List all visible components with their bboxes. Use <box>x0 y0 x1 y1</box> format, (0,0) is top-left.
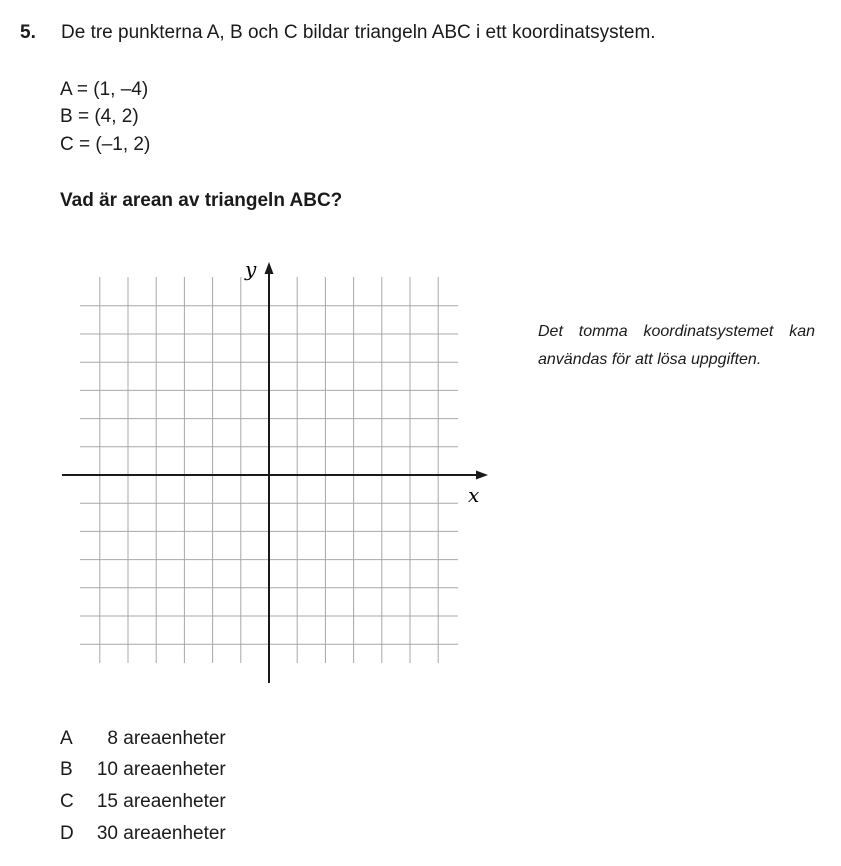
helper-note-line1: Det tomma koordinatsystemet kan <box>538 323 815 340</box>
point-a: A = (1, –4) <box>60 79 149 100</box>
point-b: B = (4, 2) <box>60 106 139 127</box>
option-d-text[interactable] <box>88 823 268 845</box>
option-b-unit: areaenheter <box>123 759 226 780</box>
helper-note-line2: användas för att lösa uppgiften. <box>538 351 762 368</box>
option-c-letter[interactable]: C <box>60 791 74 812</box>
option-d-value: 30 <box>96 823 118 844</box>
helper-note <box>538 318 815 374</box>
x-axis-arrow <box>476 471 488 480</box>
option-b-text[interactable] <box>88 759 268 781</box>
option-d-letter[interactable]: D <box>60 823 74 844</box>
y-axis-arrow <box>265 262 274 274</box>
option-c-unit: areaenheter <box>123 791 226 812</box>
option-a-letter[interactable]: A <box>60 728 73 749</box>
option-b-value: 10 <box>96 759 118 780</box>
option-c-text[interactable] <box>88 791 268 813</box>
option-c-value: 15 <box>96 791 118 812</box>
question-number: 5. <box>20 22 36 43</box>
question-text: De tre punkterna A, B och C bildar triangeln ABC i ett koordinatsystem. <box>61 22 656 43</box>
option-d-unit: areaenheter <box>123 823 226 844</box>
x-axis-label: x <box>468 483 480 507</box>
option-a-unit: areaenheter <box>123 728 226 749</box>
option-b-letter[interactable]: B <box>60 759 73 780</box>
question-ask: Vad är arean av triangeln ABC? <box>60 190 343 211</box>
y-axis-label: y <box>245 257 257 281</box>
option-a-text[interactable] <box>88 728 268 750</box>
option-a-value: 8 <box>107 728 118 749</box>
point-c: C = (–1, 2) <box>60 134 151 155</box>
